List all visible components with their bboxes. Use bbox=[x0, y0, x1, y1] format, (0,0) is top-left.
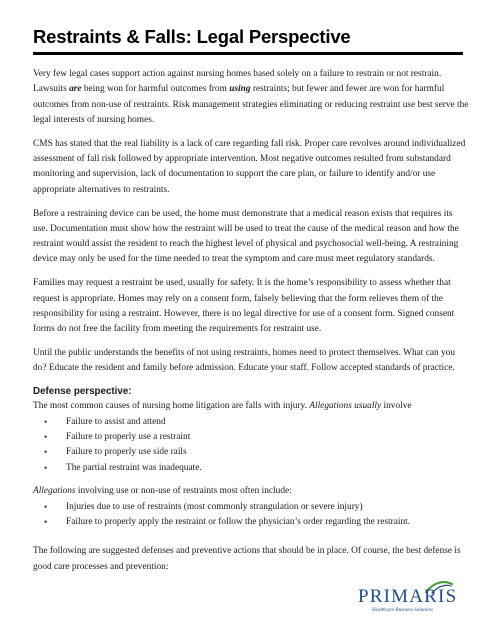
paragraph-text: The most common causes of nursing home litigation are falls with injury. bbox=[33, 401, 310, 412]
page-title: Restraints & Falls: Legal Perspective bbox=[33, 26, 351, 47]
emphasis-are: are bbox=[69, 84, 82, 95]
emphasis-allegations-usually: Allegations usually bbox=[309, 401, 382, 412]
list-item: • Failure to properly use a restraint bbox=[44, 430, 469, 445]
logo-tagline: Healthcare Business Solutions bbox=[372, 608, 433, 613]
paragraph-text: involve bbox=[381, 401, 412, 412]
paragraph-lawsuits bbox=[33, 67, 469, 128]
list-item: • Failure to assist and attend bbox=[44, 415, 469, 430]
allegations-intro bbox=[33, 484, 469, 499]
paragraph-defenses: The following are suggested defenses and preventive actions that should be in place. Of course, the best defense is good care processes and prevention: bbox=[33, 546, 461, 572]
paragraph-families: Families may request a restraint be used, usually for safety. It is the home’s responsibility to assess whether that request is appropriate. Homes may rely on a consent form, falsely believing that the form relieves them of the responsibility for using a restraint. However, there is no legal directive for use of a consent form. Signed consent forms do not free the facility from meeting the requirements for restraint use. bbox=[33, 278, 455, 335]
paragraph-text: restraints; but fewer and fewer are won for harmful outcomes from non-use of restraints. Risk management strategies eliminating or reducing restraint use best serve the legal interests of nursing homes. bbox=[33, 84, 469, 125]
allegations-list bbox=[33, 500, 469, 531]
emphasis-allegations: Allegations bbox=[33, 486, 76, 497]
title-underline bbox=[33, 52, 463, 55]
paragraph-text: involving use or non-use of restraints most often include: bbox=[75, 486, 292, 497]
defense-heading: Defense perspective: bbox=[33, 386, 132, 398]
document-body bbox=[33, 67, 469, 583]
paragraph-cms: CMS has stated that the real liability is a lack of care regarding fall risk. Proper care revolves around individualized assessment of fall risk followed by appropriate intervention. Most negative outcomes resulted from substandard monitoring and supervision, lack of documentation to support the care plan, or failure to identify and/or use appropriate alternatives to restraints. bbox=[33, 138, 466, 195]
list-item: • The partial restraint was inadequate. bbox=[44, 461, 469, 476]
list-item: • Failure to properly use side rails bbox=[44, 445, 469, 460]
paragraph-public: Until the public understands the benefits of not using restraints, homes need to protect themselves. What can you do? Educate the resident and family before admission. Educate your staff. Follow accepted standards of practice. bbox=[33, 348, 456, 374]
primaris-logo bbox=[350, 580, 470, 620]
list-item: • Failure to properly apply the restraint or follow the physician’s order regarding the restraint. bbox=[44, 515, 469, 530]
logo-wordmark: PRIMARIS bbox=[358, 586, 458, 607]
paragraph-text: Very few legal cases support action against nursing homes based solely on a failure to restrain or not restrain. Lawsuits bbox=[33, 69, 442, 95]
paragraph-text: being won for harmful outcomes from bbox=[81, 84, 230, 95]
defense-list bbox=[33, 415, 469, 476]
defense-intro bbox=[33, 399, 469, 414]
list-item: • Injuries due to use of restraints (most commonly strangulation or severe injury) bbox=[44, 500, 469, 515]
paragraph-medical-reason: Before a restraining device can be used, the home must demonstrate that a medical reason exists that requires its use. Documentation must show how the restraint will be used to treat the cause of the medical reason and how the restraint would assist the resident to reach the highest level of physical and psychosocial well-being. A restraining device may only be used for the time needed to treat the symptom and care must meet regulatory standards. bbox=[33, 208, 459, 265]
emphasis-using: using bbox=[229, 84, 251, 95]
